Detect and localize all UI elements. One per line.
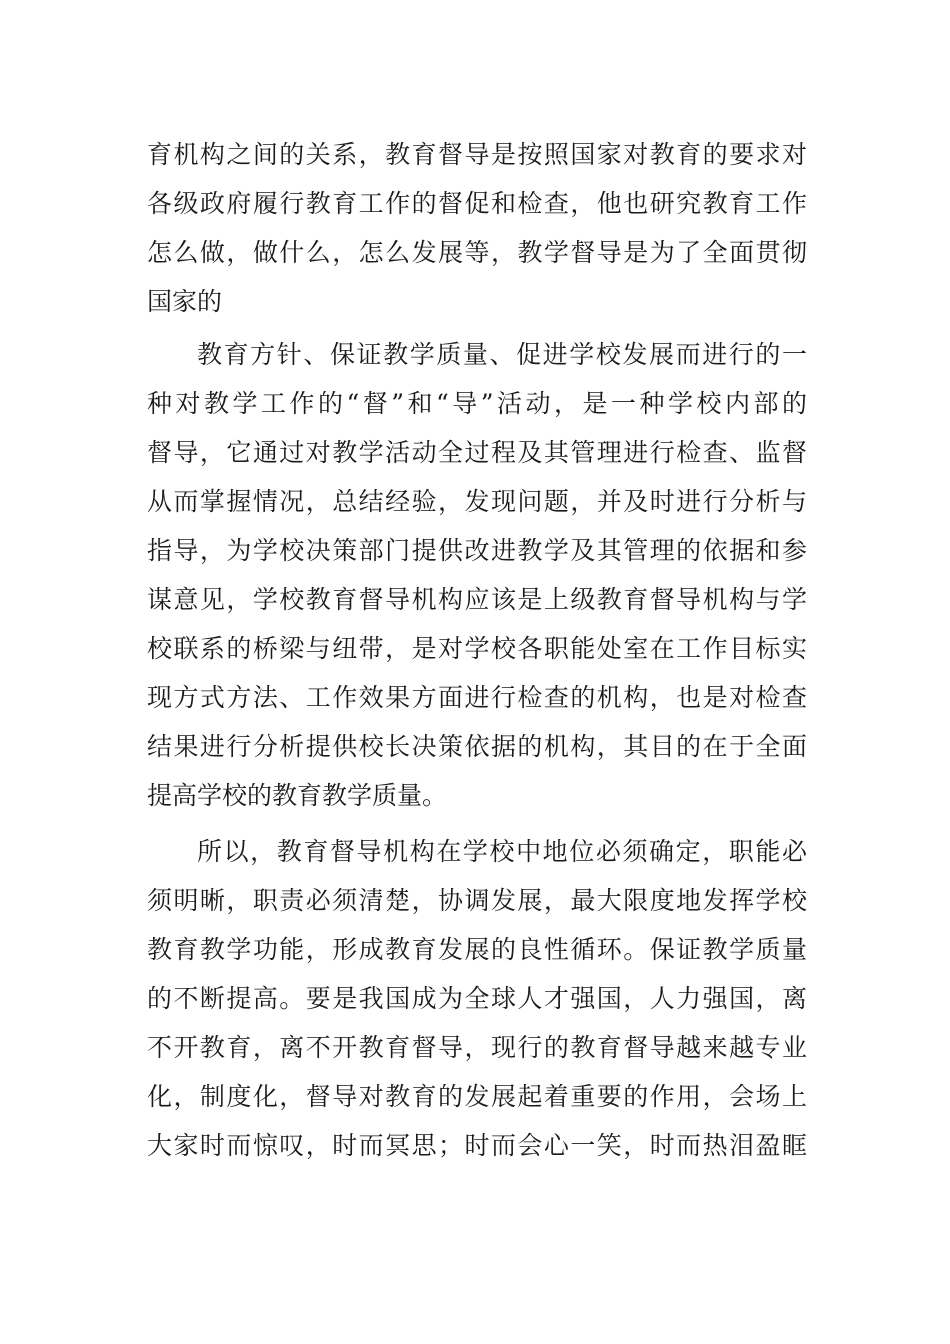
paragraph-line: 教育教学功能，形成教育发展的良性循环。保证教学质量 (147, 935, 807, 964)
paragraph-line: 大家时而惊叹，时而冥思；时而会心一笑，时而热泪盈眶 (147, 1131, 807, 1160)
paragraph-line: 谋意见，学校教育督导机构应该是上级教育督导机构与学 (147, 585, 807, 614)
paragraph-line: 国家的 (147, 287, 223, 316)
paragraph-2 (147, 330, 807, 820)
paragraph-line: 指导，为学校决策部门提供改进教学及其管理的依据和参 (147, 536, 807, 565)
paragraph-line: 种对教学工作的“督”和“导”活动，是一种学校内部的 (147, 389, 807, 418)
paragraph-line: 教育方针、保证教学质量、促进学校发展而进行的一 (197, 340, 807, 369)
paragraph-3 (147, 827, 807, 1170)
paragraph-line: 的不断提高。要是我国成为全球人才强国，人力强国，离 (147, 984, 807, 1013)
paragraph-line: 须明晰，职责必须清楚，协调发展，最大限度地发挥学校 (147, 886, 807, 915)
paragraph-line: 督导，它通过对教学活动全过程及其管理进行检查、监督 (147, 438, 807, 467)
paragraph-line: 提高学校的教育教学质量。 (147, 781, 448, 810)
paragraph-line: 结果进行分析提供校长决策依据的机构，其目的在于全面 (147, 732, 807, 761)
paragraph-line: 所以，教育督导机构在学校中地位必须确定，职能必 (197, 837, 807, 866)
paragraph-line: 各级政府履行教育工作的督促和检查，他也研究教育工作 (147, 189, 807, 218)
paragraph-line: 从而掌握情况，总结经验，发现问题，并及时进行分析与 (147, 487, 807, 516)
paragraph-line: 现方式方法、工作效果方面进行检查的机构，也是对检查 (147, 683, 807, 712)
paragraph-line: 校联系的桥梁与纽带，是对学校各职能处室在工作目标实 (147, 634, 807, 663)
paragraph-1 (147, 130, 807, 326)
paragraph-line: 化，制度化，督导对教育的发展起着重要的作用，会场上 (147, 1082, 807, 1111)
paragraph-line: 怎么做，做什么，怎么发展等，教学督导是为了全面贯彻 (147, 238, 807, 267)
paragraph-line: 不开教育，离不开教育督导，现行的教育督导越来越专业 (147, 1033, 807, 1062)
paragraph-line: 育机构之间的关系，教育督导是按照国家对教育的要求对 (147, 140, 807, 169)
